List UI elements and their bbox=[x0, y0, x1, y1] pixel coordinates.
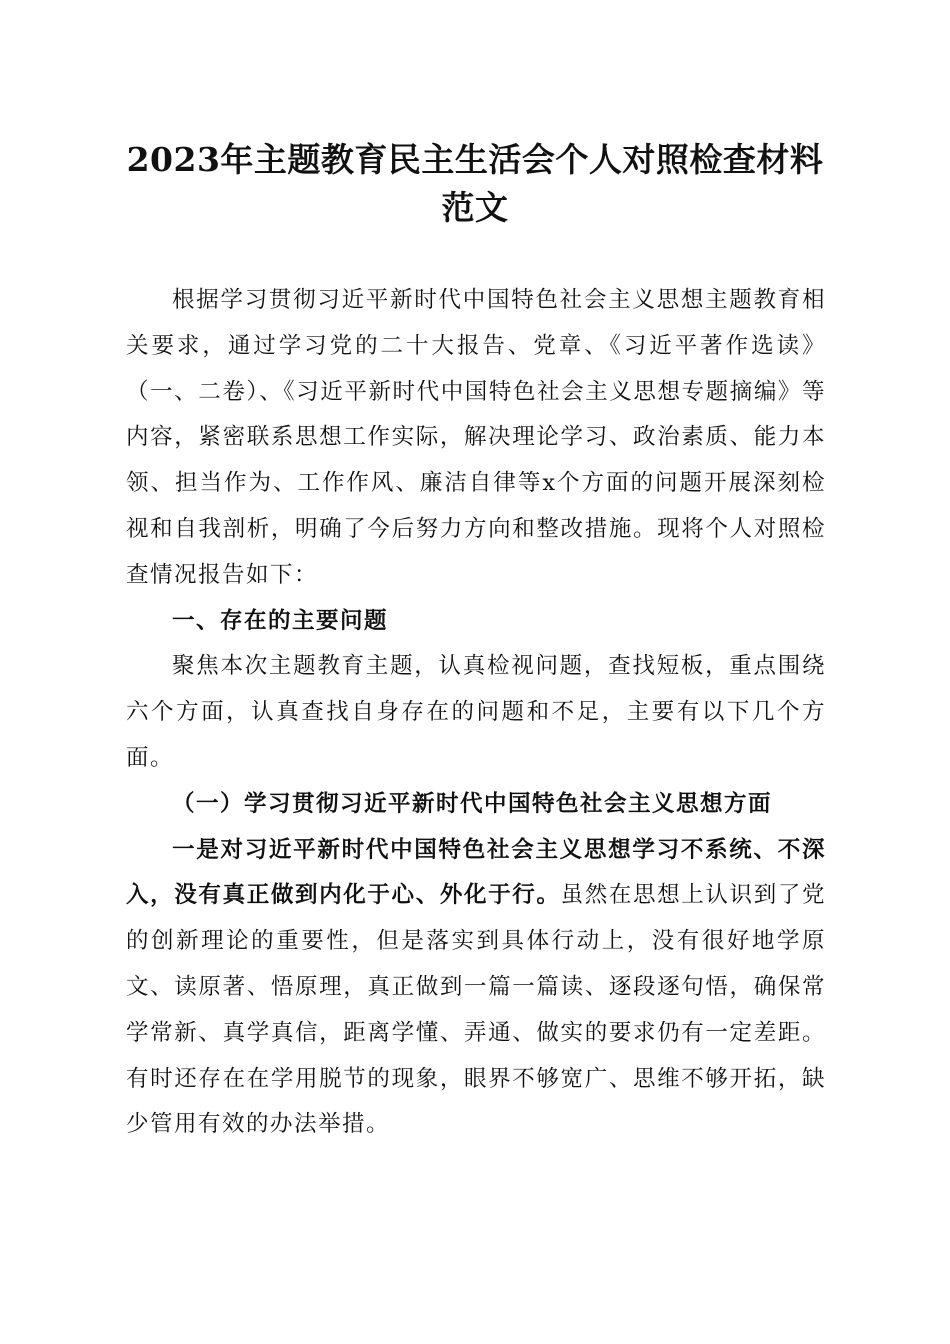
section-paragraph: 聚焦本次主题教育主题，认真检视问题，查找短板，重点围绕六个方面，认真查找自身存在的问题和不足，主要有以下几个方面。 bbox=[126, 653, 826, 771]
point-paragraph bbox=[126, 828, 826, 1149]
point-body-text: 虽然在思想上认识到了党的创新理论的重要性，但是落实到具体行动上，没有很好地学原文、读原著、悟原理，真正做到一篇一篇读、逐段逐句悟，确保常学常新、真学真信，距离学懂、弄通、做实的要求仍有一定差距。有时还存在在学用脱节的现象，眼界不够宽广、思维不够开拓，缺少管用有效的办法举措。 bbox=[126, 882, 826, 1138]
document-title: 2023年主题教育民主生活会个人对照检查材料范文 bbox=[126, 140, 824, 227]
section-heading-problems: 一、存在的主要问题 bbox=[172, 607, 389, 634]
intro-paragraph: 根据学习贯彻习近平新时代中国特色社会主义思想主题教育相关要求，通过学习党的二十大报告、党章、《习近平著作选读》（一、二卷）、《习近平新时代中国特色社会主义思想专题摘编》等内容，紧密联系思想工作实际，解决理论学习、政治素质、能力本领、担当作为、工作作风、廉洁自律等x个方面的问题开展深刻检视和自我剖析，明确了今后努力方向和整改措施。现将个人对照检查情况报告如下： bbox=[126, 287, 826, 588]
subsection-heading: （一）学习贯彻习近平新时代中国特色社会主义思想方面 bbox=[172, 790, 773, 817]
document-body bbox=[126, 278, 826, 1148]
point-lead-sentence: 一是对习近平新时代中国特色社会主义思想学习不系统、不深入，没有真正做到内化于心、外化于行。 bbox=[126, 836, 826, 909]
